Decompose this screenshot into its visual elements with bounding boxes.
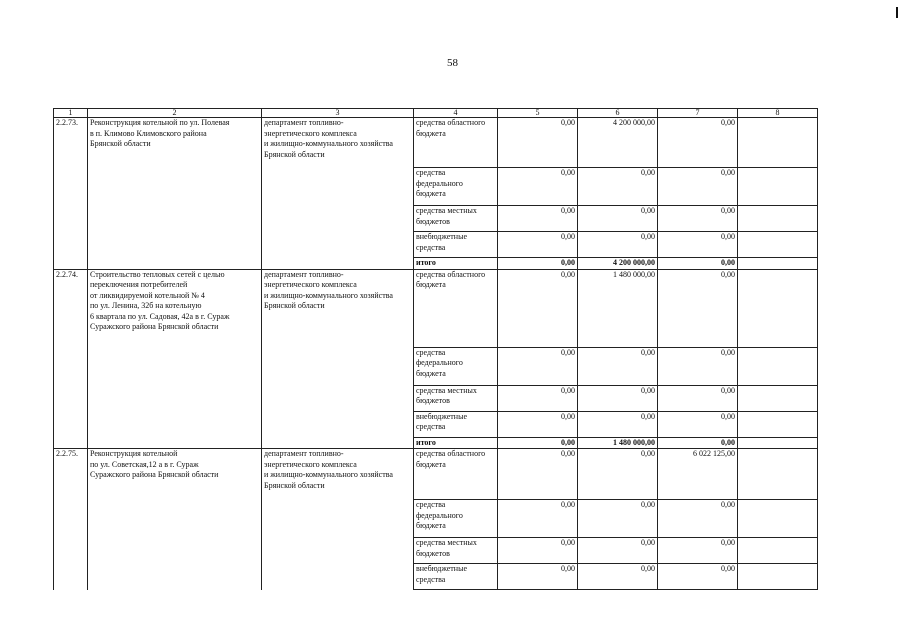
funding-source: внебюджетные средства — [414, 564, 498, 590]
amount-col7: 0,00 — [658, 206, 738, 232]
amount-col7: 0,00 — [658, 564, 738, 590]
funding-source: средства областного бюджета — [414, 118, 498, 168]
amount-col8 — [738, 437, 818, 449]
amount-col7: 0,00 — [658, 269, 738, 347]
amount-col6: 0,00 — [578, 347, 658, 385]
amount-col8 — [738, 347, 818, 385]
amount-col6: 0,00 — [578, 538, 658, 564]
amount-col5: 0,00 — [498, 258, 578, 270]
amount-col6: 0,00 — [578, 564, 658, 590]
funding-row — [54, 269, 818, 347]
amount-col6: 0,00 — [578, 500, 658, 538]
amount-col5: 0,00 — [498, 269, 578, 347]
amount-col8 — [738, 269, 818, 347]
amount-col7: 0,00 — [658, 232, 738, 258]
amount-col6: 4 200 000,00 — [578, 258, 658, 270]
funding-source: средства областного бюджета — [414, 269, 498, 347]
amount-col7: 0,00 — [658, 500, 738, 538]
amount-col5: 0,00 — [498, 449, 578, 500]
funding-row — [54, 449, 818, 500]
amount-col8 — [738, 232, 818, 258]
responsible-department: департамент топливно- энергетического комплекса и жилищно-коммунального хозяйства Брянской области — [262, 449, 414, 590]
column-number: 1 — [54, 109, 88, 118]
column-number: 3 — [262, 109, 414, 118]
funding-source: средства федерального бюджета — [414, 500, 498, 538]
amount-col5: 0,00 — [498, 168, 578, 206]
financing-table — [53, 108, 818, 590]
project-name: Реконструкция котельной по ул. Полевая в п. Климово Климовского района Брянской области — [88, 118, 262, 270]
amount-col6: 0,00 — [578, 206, 658, 232]
amount-col8 — [738, 258, 818, 270]
amount-col7: 0,00 — [658, 437, 738, 449]
amount-col6: 0,00 — [578, 232, 658, 258]
funding-source: внебюджетные средства — [414, 232, 498, 258]
column-number: 5 — [498, 109, 578, 118]
funding-source: средства федерального бюджета — [414, 168, 498, 206]
amount-col8 — [738, 118, 818, 168]
column-number: 7 — [658, 109, 738, 118]
funding-row — [54, 118, 818, 168]
column-number: 6 — [578, 109, 658, 118]
amount-col5: 0,00 — [498, 411, 578, 437]
project-code: 2.2.75. — [54, 449, 88, 590]
amount-col5: 0,00 — [498, 232, 578, 258]
funding-source: средства местных бюджетов — [414, 206, 498, 232]
funding-source: средства местных бюджетов — [414, 385, 498, 411]
project-code: 2.2.74. — [54, 269, 88, 449]
amount-col7: 0,00 — [658, 538, 738, 564]
page-number: 58 — [447, 57, 458, 69]
amount-col5: 0,00 — [498, 385, 578, 411]
responsible-department: департамент топливно- энергетического комплекса и жилищно-коммунального хозяйства Брянской области — [262, 118, 414, 270]
funding-source: средства областного бюджета — [414, 449, 498, 500]
amount-col5: 0,00 — [498, 500, 578, 538]
amount-col5: 0,00 — [498, 437, 578, 449]
funding-source: средства местных бюджетов — [414, 538, 498, 564]
amount-col6: 4 200 000,00 — [578, 118, 658, 168]
amount-col5: 0,00 — [498, 538, 578, 564]
amount-col5: 0,00 — [498, 118, 578, 168]
amount-col8 — [738, 206, 818, 232]
amount-col7: 0,00 — [658, 118, 738, 168]
project-code: 2.2.73. — [54, 118, 88, 270]
amount-col8 — [738, 564, 818, 590]
column-number-row — [54, 109, 818, 118]
amount-col6: 0,00 — [578, 168, 658, 206]
amount-col7: 0,00 — [658, 385, 738, 411]
amount-col8 — [738, 538, 818, 564]
column-number: 2 — [88, 109, 262, 118]
funding-source: внебюджетные средства — [414, 411, 498, 437]
amount-col6: 1 480 000,00 — [578, 437, 658, 449]
amount-col5: 0,00 — [498, 347, 578, 385]
amount-col6: 1 480 000,00 — [578, 269, 658, 347]
amount-col8 — [738, 385, 818, 411]
amount-col5: 0,00 — [498, 564, 578, 590]
amount-col7: 0,00 — [658, 258, 738, 270]
column-number: 8 — [738, 109, 818, 118]
amount-col5: 0,00 — [498, 206, 578, 232]
scan-edge-mark — [896, 7, 898, 18]
amount-col6: 0,00 — [578, 385, 658, 411]
funding-source: итого — [414, 437, 498, 449]
project-name: Реконструкция котельной по ул. Советская,12 а в г. Сураж Суражского района Брянской области — [88, 449, 262, 590]
amount-col8 — [738, 411, 818, 437]
amount-col7: 0,00 — [658, 411, 738, 437]
amount-col8 — [738, 500, 818, 538]
amount-col8 — [738, 168, 818, 206]
funding-source: средства федерального бюджета — [414, 347, 498, 385]
column-number: 4 — [414, 109, 498, 118]
amount-col8 — [738, 449, 818, 500]
amount-col7: 0,00 — [658, 347, 738, 385]
responsible-department: департамент топливно- энергетического комплекса и жилищно-коммунального хозяйства Брянской области — [262, 269, 414, 449]
funding-source: итого — [414, 258, 498, 270]
amount-col7: 6 022 125,00 — [658, 449, 738, 500]
amount-col6: 0,00 — [578, 411, 658, 437]
amount-col6: 0,00 — [578, 449, 658, 500]
amount-col7: 0,00 — [658, 168, 738, 206]
project-name: Строительство тепловых сетей с целью переключения потребителей от ликвидируемой котельной № 4 по ул. Ленина, 32б на котельную 6 квартала по ул. Садовая, 42а в г. Сураж Суражского района Брянской области — [88, 269, 262, 449]
